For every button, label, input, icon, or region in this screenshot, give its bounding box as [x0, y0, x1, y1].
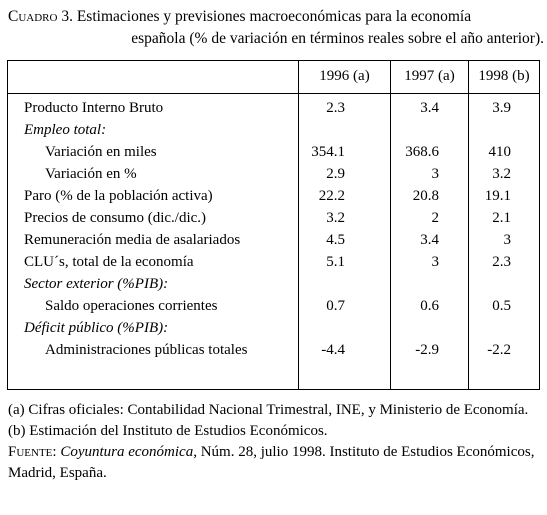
- cell-value: 3: [431, 254, 439, 270]
- cell-value: 3: [431, 166, 439, 182]
- caption-title-part-1: Estimaciones y previsiones macroeconómicas para la economía: [72, 8, 472, 25]
- cell-value: 20.8: [412, 188, 439, 204]
- row-label: Administraciones públicas totales: [45, 342, 248, 358]
- data-table: [7, 60, 540, 390]
- table-caption: [8, 6, 544, 50]
- row-label: Déficit público (%PIB):: [24, 320, 169, 336]
- cell-value: 5.1: [326, 254, 345, 270]
- header-divider: [8, 93, 539, 94]
- column-header-1996: 1996 (a): [319, 68, 370, 84]
- row-label: Variación en miles: [45, 144, 157, 160]
- cell-value: 2: [431, 210, 439, 226]
- caption-title-part-2: española (% de variación en términos reales sobre el año anterior).: [131, 30, 544, 47]
- cell-value: 0.7: [326, 298, 345, 314]
- table-row: [8, 254, 539, 276]
- row-label: Remuneración media de asalariados: [24, 232, 241, 248]
- table-row: [8, 122, 539, 144]
- cell-value: 3.9: [492, 100, 511, 116]
- table-row: [8, 320, 539, 342]
- table-row: [8, 276, 539, 298]
- row-label: Saldo operaciones corrientes: [45, 298, 218, 314]
- cell-value: 2.9: [326, 166, 345, 182]
- table-row: [8, 166, 539, 188]
- row-label: Precios de consumo (dic./dic.): [24, 210, 207, 226]
- cell-value: 3.4: [420, 100, 439, 116]
- cell-value: 22.2: [318, 188, 345, 204]
- table-row: [8, 188, 539, 210]
- cell-value: 3: [503, 232, 511, 248]
- cell-value: -4.4: [321, 342, 345, 358]
- caption-prefix: Cuadro 3.: [8, 8, 73, 25]
- cell-value: 3.2: [492, 166, 511, 182]
- row-label: Paro (% de la población activa): [24, 188, 213, 204]
- source-label: Fuente:: [8, 444, 57, 460]
- footnotes: [8, 400, 540, 484]
- row-label: Empleo total:: [24, 122, 107, 138]
- cell-value: 354.1: [311, 144, 345, 160]
- cell-value: 368.6: [405, 144, 439, 160]
- row-label: Producto Interno Bruto: [24, 100, 164, 116]
- cell-value: 0.6: [420, 298, 439, 314]
- cell-value: -2.9: [415, 342, 439, 358]
- table-row: [8, 342, 539, 364]
- source-note: [8, 442, 540, 484]
- cell-value: 4.5: [326, 232, 345, 248]
- cell-value: 0.5: [492, 298, 511, 314]
- source-title: Coyuntura económica,: [60, 444, 197, 460]
- footnote-b: (b) Estimación del Instituto de Estudios Económicos.: [8, 423, 328, 439]
- caption-line-1: [8, 6, 544, 28]
- cell-value: 3.4: [420, 232, 439, 248]
- column-header-1998: 1998 (b): [478, 68, 530, 84]
- cell-value: 3.2: [326, 210, 345, 226]
- table-row: [8, 144, 539, 166]
- source-details: Núm. 28, julio 1998. Instituto de Estudios Económicos, Madrid, España.: [8, 444, 535, 481]
- row-label: Variación en %: [45, 166, 137, 182]
- table-row: [8, 100, 539, 122]
- cell-value: 19.1: [484, 188, 511, 204]
- row-label: Sector exterior (%PIB):: [24, 276, 169, 292]
- row-label: CLU´s, total de la economía: [24, 254, 194, 270]
- cell-value: 410: [488, 144, 511, 160]
- table-row: [8, 232, 539, 254]
- cell-value: 2.3: [326, 100, 345, 116]
- table-row: [8, 298, 539, 320]
- cell-value: 2.1: [492, 210, 511, 226]
- footnote-a: (a) Cifras oficiales: Contabilidad Nacional Trimestral, INE, y Ministerio de Economía.: [8, 402, 529, 418]
- cell-value: 2.3: [492, 254, 511, 270]
- cell-value: -2.2: [487, 342, 511, 358]
- table-row: [8, 210, 539, 232]
- column-header-1997: 1997 (a): [404, 68, 455, 84]
